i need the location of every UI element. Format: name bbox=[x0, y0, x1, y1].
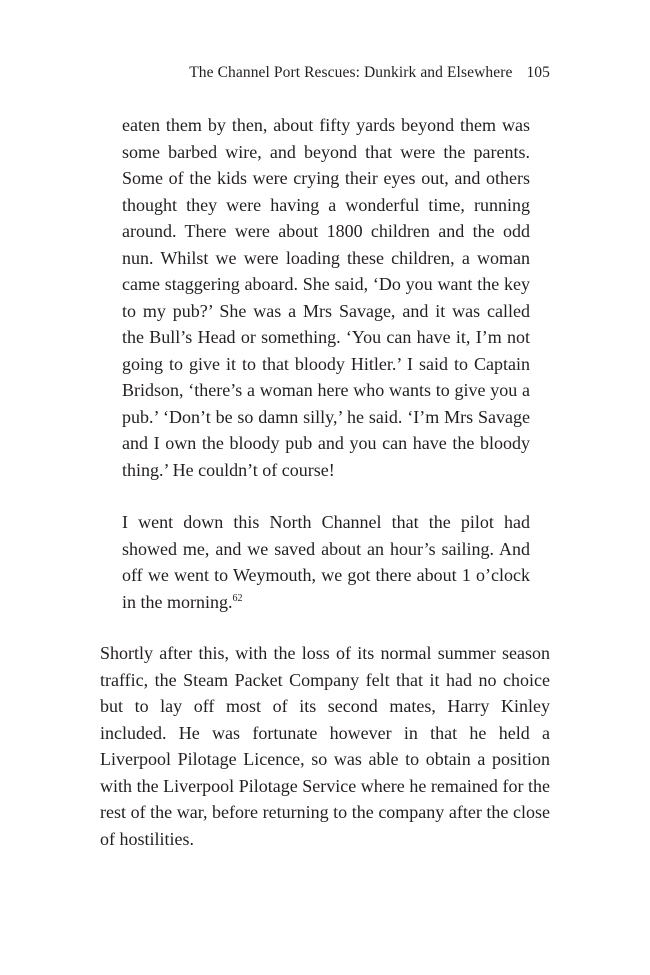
quote-text: I went down this North Channel that the pilot had showed me, and we saved about an hour’s sailing. And off we went to Weymouth, we got there about 1 o’clock in the morning. bbox=[122, 512, 530, 612]
running-title: The Channel Port Rescues: Dunkirk and Elsewhere bbox=[189, 64, 513, 81]
quote-paragraph: eaten them by then, about fifty yards beyond them was some barbed wire, and beyond that were the parents. Some of the kids were crying their eyes out, and others thought they were having a wonderful time, running around. There were about 1800 children and the odd nun. Whilst we were loading these children, a woman came staggering aboard. She said, ‘Do you want the key to my pub?’ She was a Mrs Savage, and it was called the Bull’s Head or something. ‘You can have it, I’m not going to give it to that bloody Hitler.’ I said to Captain Bridson, ‘there’s a woman here who wants to give you a pub.’ ‘Don’t be so damn silly,’ he said. ‘I’m Mrs Savage and I own the bloody pub and you can have the bloody thing.’ He couldn’t of course! bbox=[122, 115, 530, 480]
body-text bbox=[100, 640, 550, 852]
page-number: 105 bbox=[526, 64, 550, 81]
body-paragraph: Shortly after this, with the loss of its normal summer season traffic, the Steam Packet Company felt that it had no choice but to lay off most of its second mates, Harry Kinley included. He was fortunate however in that he held a Liverpool Pilotage Licence, so was able to obtain a position with the Liverpool Pilotage Service where he remained for the rest of the war, before returning to the company after the close of hostilities. bbox=[100, 643, 550, 849]
footnote-marker[interactable]: 62 bbox=[232, 592, 243, 604]
block-quote-continued bbox=[122, 112, 530, 483]
quote-paragraph bbox=[122, 509, 530, 615]
running-head bbox=[189, 64, 550, 82]
block-quote bbox=[122, 509, 530, 615]
